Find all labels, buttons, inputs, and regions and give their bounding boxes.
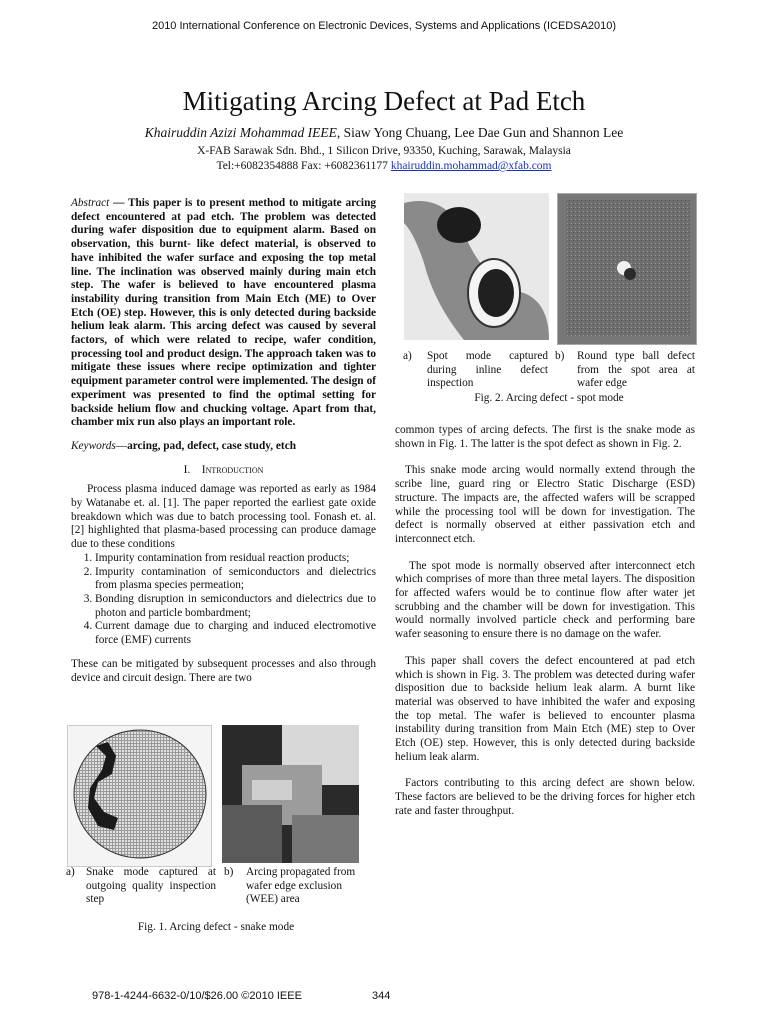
fig1-caption: Fig. 1. Arcing defect - snake mode bbox=[137, 921, 295, 933]
intro-paragraph-1: Process plasma induced damage was reported as early as 1984 by Watanabe et. al. [1]. The paper reported the earliest gate oxide breakdown which was due to batch processing tool. Fonash et. al. [2] highlighted that plasma-based processing can produce damage due to these conditions bbox=[71, 483, 376, 551]
page-number: 344 bbox=[372, 990, 391, 1002]
abstract-text: — This paper is to present method to mitigate arcing defect encountered at pad etch. The problem was detected during wafer disposition due to equipment alarm. Based on observation, this burnt- like defect material, is observed to have inhibited the wafer surface and exposing the top metal line. The inclination was observed mainly during main etch step. The wafer is believed to have encountered plasma instability during transition from Main Etch (ME) to Over Etch (OE) step. However, this is only detected during backside helium leak alarm. This arcing defect was caused by several factors, of which were related to recipe, wafer condition, processing tool and product design. The approach taken was to mitigate these issues where recipe optimization and tighter equipment parameter control were implemented. The design of experiment was presented to find the optimal setting for backside helium flow and chucking voltage. Apart from that, chamber mix run also plays an important role. bbox=[71, 197, 376, 429]
section-number: I. bbox=[183, 463, 191, 476]
paper-title: Mitigating Arcing Defect at Pad Etch bbox=[182, 86, 586, 116]
damage-conditions-list bbox=[71, 552, 376, 648]
fig2a-text: Spot mode captured during inline defect inspection bbox=[427, 350, 548, 390]
right-column bbox=[395, 424, 695, 819]
fig1b-subcaption bbox=[224, 866, 374, 907]
fig1a-label: a) bbox=[66, 866, 75, 878]
section-title: Introduction bbox=[201, 463, 264, 476]
keywords-text: arcing, pad, defect, case study, etch bbox=[127, 439, 296, 452]
fig1b-sem-photo bbox=[222, 725, 359, 863]
list-item: 4. Current damage due to charging and induced electromotive force (EMF) currents bbox=[95, 620, 376, 647]
keywords-label: Keywords bbox=[71, 439, 116, 452]
co-authors: , Siaw Yong Chuang, Lee Dae Gun and Shannon Lee bbox=[336, 125, 624, 140]
footer-isbn: 978-1-4244-6632-0/10/$26.00 ©2010 IEEE bbox=[92, 990, 302, 1002]
fig2b-sem-photo bbox=[558, 194, 696, 344]
contact-line bbox=[0, 159, 768, 174]
left-column bbox=[71, 197, 376, 685]
fig2b-subcaption bbox=[555, 350, 695, 391]
right-paragraph-5: Factors contributing to this arcing defect are shown below. These factors are believed to be the driving forces for higher etch rate and faster throughput. bbox=[395, 777, 695, 817]
right-paragraph-4: This paper shall covers the defect encountered at pad etch which is shown in Fig. 3. The problem was detected during wafer disposition due to backside helium leak alarm. A burnt like material was observed to have inhibited the wafer and exposing the top metal. The wafer is believed to encounter plasma instability during transition from Main Etch (ME) step to Over Etch (OE) step. However, this is only detected during backside helium leak alarm. bbox=[395, 654, 695, 763]
contact-phone-fax: Tel:+6082354888 Fax: +6082361177 bbox=[216, 160, 391, 172]
list-item: 1. Impurity contamination from residual reaction products; bbox=[95, 552, 376, 566]
keywords-dash: — bbox=[115, 439, 128, 452]
fig2a-inspection-photo bbox=[404, 193, 549, 340]
abstract bbox=[71, 197, 376, 430]
fig2b-text: Round type ball defect from the spot area at wafer edge bbox=[577, 350, 695, 390]
fig2b-label: b) bbox=[555, 350, 565, 362]
intro-paragraph-2: These can be mitigated by subsequent processes and also through device and circuit design. There are two bbox=[71, 657, 376, 684]
fig1a-text: Snake mode captured at outgoing quality inspection step bbox=[86, 866, 216, 906]
fig1b-label: b) bbox=[224, 866, 234, 878]
author-line bbox=[0, 125, 768, 141]
fig1b-text: Arcing propagated from wafer edge exclusion (WEE) area bbox=[246, 866, 356, 906]
fig1a-image bbox=[67, 725, 212, 867]
affiliation: X-FAB Sarawak Sdn. Bhd., 1 Silicon Drive, 93350, Kuching, Sarawak, Malaysia bbox=[197, 145, 571, 157]
list-item: 2. Impurity contamination of semiconductors and dielectrics from plasma species permeation; bbox=[95, 566, 376, 593]
keywords bbox=[71, 440, 376, 454]
fig2b-image bbox=[557, 193, 697, 345]
right-paragraph-2: This snake mode arcing would normally extend through the scribe line, guard ring or Electro Static Discharge (ESD) structure. The impacts are, the affected wafers will be scrapped while the processing tool will be down for investigation. The defect is normally observed at either passivation etch and interconnect etch. bbox=[395, 464, 695, 545]
section-heading-introduction bbox=[71, 464, 376, 478]
author-email-link[interactable]: khairuddin.mohammad@xfab.com bbox=[390, 160, 552, 172]
fig2-caption: Fig. 2. Arcing defect - spot mode bbox=[474, 392, 624, 404]
lead-author: Khairuddin Azizi Mohammad IEEE bbox=[144, 125, 337, 140]
right-paragraph-3: The spot mode is normally observed after interconnect etch which comprises of more than three metal layers. The disposition for affected wafers would be to continue flow after water jet scrubbing and the chamber will be down for investigation. This would normally involved particle check and performing bare wafer seasoning to ensure there is no damage on the wafer. bbox=[395, 559, 695, 641]
conference-header: 2010 International Conference on Electronic Devices, Systems and Applications (ICEDSA2010) bbox=[151, 20, 617, 32]
fig2a-subcaption bbox=[403, 350, 548, 391]
fig1a-wafer-map bbox=[68, 726, 211, 866]
right-paragraph-1: common types of arcing defects. The first is the snake mode as shown in Fig. 1. The latter is the spot defect as shown in Fig. 2. bbox=[395, 424, 695, 450]
list-item: 3. Bonding disruption in semiconductors and dielectrics due to photon and particle bombardment; bbox=[95, 593, 376, 620]
affiliation-block bbox=[0, 144, 768, 174]
fig2a-image bbox=[404, 193, 549, 340]
fig2a-label: a) bbox=[403, 350, 412, 362]
fig1b-image bbox=[222, 725, 359, 863]
abstract-label: Abstract bbox=[71, 197, 110, 209]
fig1a-subcaption bbox=[66, 866, 216, 907]
